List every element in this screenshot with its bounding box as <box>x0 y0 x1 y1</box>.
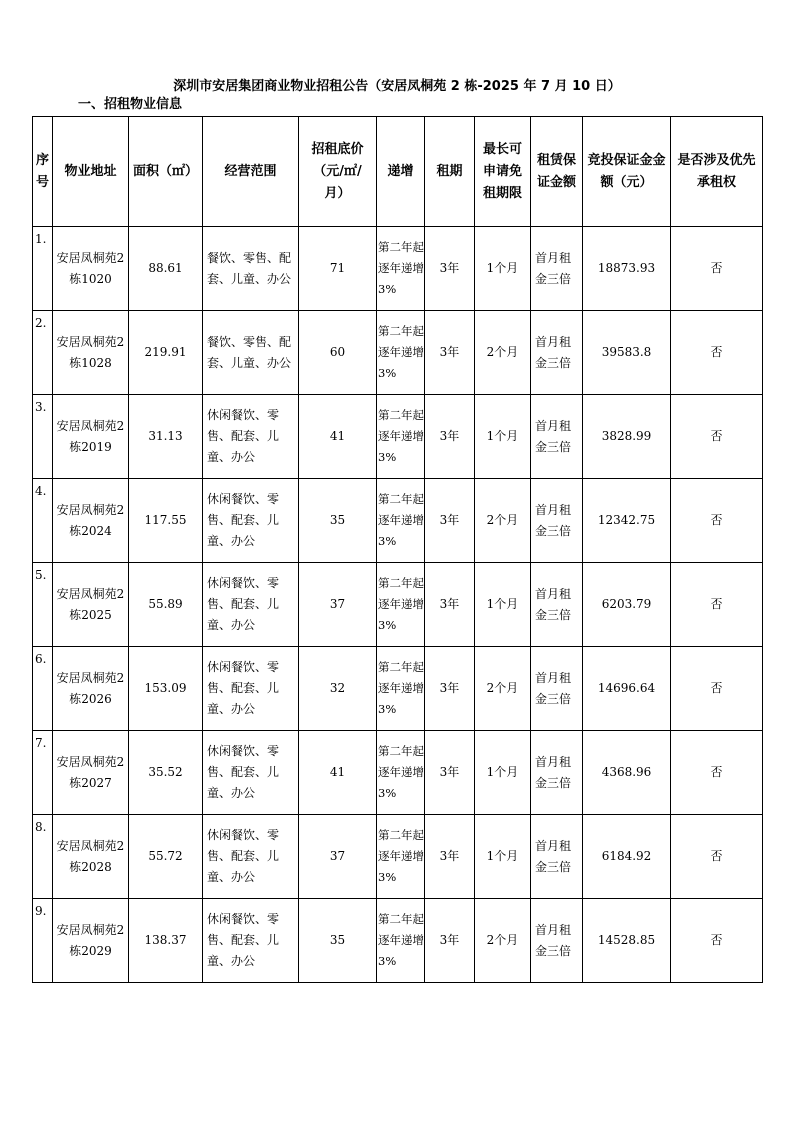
cell-deposit: 首月租金三倍 <box>531 731 583 815</box>
cell-no: 2. <box>33 311 53 395</box>
cell-bid-deposit: 39583.8 <box>583 311 671 395</box>
table-header-row <box>33 117 763 227</box>
table-row <box>33 731 763 815</box>
cell-deposit: 首月租金三倍 <box>531 227 583 311</box>
cell-scope: 餐饮、零售、配套、儿童、办公 <box>203 227 299 311</box>
cell-increase: 第二年起逐年递增3% <box>377 563 425 647</box>
cell-price: 41 <box>299 731 377 815</box>
table-row <box>33 311 763 395</box>
header-priority: 是否涉及优先承租权 <box>671 117 763 227</box>
cell-bid-deposit: 6203.79 <box>583 563 671 647</box>
cell-no: 5. <box>33 563 53 647</box>
table-row <box>33 395 763 479</box>
cell-no: 4. <box>33 479 53 563</box>
cell-no: 9. <box>33 899 53 983</box>
cell-bid-deposit: 3828.99 <box>583 395 671 479</box>
cell-scope: 休闲餐饮、零售、配套、儿童、办公 <box>203 731 299 815</box>
cell-address: 安居凤桐苑2栋2029 <box>53 899 129 983</box>
cell-priority: 否 <box>671 815 763 899</box>
header-scope: 经营范围 <box>203 117 299 227</box>
header-deposit: 租赁保证金额 <box>531 117 583 227</box>
header-free-rent: 最长可申请免租期限 <box>475 117 531 227</box>
cell-free-rent: 2个月 <box>475 899 531 983</box>
cell-price: 37 <box>299 815 377 899</box>
cell-area: 88.61 <box>129 227 203 311</box>
header-address: 物业地址 <box>53 117 129 227</box>
cell-increase: 第二年起逐年递增3% <box>377 311 425 395</box>
cell-scope: 休闲餐饮、零售、配套、儿童、办公 <box>203 647 299 731</box>
cell-scope: 休闲餐饮、零售、配套、儿童、办公 <box>203 395 299 479</box>
cell-deposit: 首月租金三倍 <box>531 899 583 983</box>
cell-term: 3年 <box>425 899 475 983</box>
cell-term: 3年 <box>425 647 475 731</box>
cell-increase: 第二年起逐年递增3% <box>377 479 425 563</box>
cell-free-rent: 1个月 <box>475 815 531 899</box>
cell-scope: 休闲餐饮、零售、配套、儿童、办公 <box>203 815 299 899</box>
cell-deposit: 首月租金三倍 <box>531 815 583 899</box>
cell-area: 219.91 <box>129 311 203 395</box>
cell-no: 6. <box>33 647 53 731</box>
cell-increase: 第二年起逐年递增3% <box>377 647 425 731</box>
cell-term: 3年 <box>425 563 475 647</box>
cell-price: 41 <box>299 395 377 479</box>
cell-scope: 休闲餐饮、零售、配套、儿童、办公 <box>203 899 299 983</box>
header-area: 面积（㎡） <box>129 117 203 227</box>
cell-free-rent: 2个月 <box>475 311 531 395</box>
header-increase: 递增 <box>377 117 425 227</box>
cell-deposit: 首月租金三倍 <box>531 563 583 647</box>
cell-priority: 否 <box>671 731 763 815</box>
cell-price: 71 <box>299 227 377 311</box>
cell-increase: 第二年起逐年递增3% <box>377 899 425 983</box>
cell-deposit: 首月租金三倍 <box>531 647 583 731</box>
cell-priority: 否 <box>671 899 763 983</box>
table-row <box>33 899 763 983</box>
cell-area: 117.55 <box>129 479 203 563</box>
cell-term: 3年 <box>425 395 475 479</box>
cell-bid-deposit: 12342.75 <box>583 479 671 563</box>
cell-no: 7. <box>33 731 53 815</box>
table-row <box>33 815 763 899</box>
cell-area: 31.13 <box>129 395 203 479</box>
table-row <box>33 479 763 563</box>
table-row <box>33 647 763 731</box>
cell-scope: 休闲餐饮、零售、配套、儿童、办公 <box>203 563 299 647</box>
cell-priority: 否 <box>671 647 763 731</box>
cell-term: 3年 <box>425 731 475 815</box>
cell-priority: 否 <box>671 227 763 311</box>
cell-price: 37 <box>299 563 377 647</box>
cell-no: 1. <box>33 227 53 311</box>
cell-free-rent: 2个月 <box>475 647 531 731</box>
cell-term: 3年 <box>425 227 475 311</box>
cell-term: 3年 <box>425 815 475 899</box>
cell-term: 3年 <box>425 479 475 563</box>
cell-priority: 否 <box>671 563 763 647</box>
table-row <box>33 227 763 311</box>
section-heading: 一、招租物业信息 <box>78 97 183 112</box>
cell-increase: 第二年起逐年递增3% <box>377 227 425 311</box>
header-no: 序号 <box>33 117 53 227</box>
cell-free-rent: 1个月 <box>475 395 531 479</box>
cell-deposit: 首月租金三倍 <box>531 311 583 395</box>
cell-address: 安居凤桐苑2栋1028 <box>53 311 129 395</box>
cell-area: 153.09 <box>129 647 203 731</box>
cell-area: 35.52 <box>129 731 203 815</box>
cell-deposit: 首月租金三倍 <box>531 395 583 479</box>
cell-address: 安居凤桐苑2栋2024 <box>53 479 129 563</box>
cell-priority: 否 <box>671 395 763 479</box>
cell-bid-deposit: 6184.92 <box>583 815 671 899</box>
cell-priority: 否 <box>671 311 763 395</box>
cell-increase: 第二年起逐年递增3% <box>377 815 425 899</box>
cell-free-rent: 1个月 <box>475 227 531 311</box>
cell-area: 55.89 <box>129 563 203 647</box>
cell-free-rent: 1个月 <box>475 563 531 647</box>
rental-property-table <box>32 116 763 983</box>
header-term: 租期 <box>425 117 475 227</box>
cell-scope: 休闲餐饮、零售、配套、儿童、办公 <box>203 479 299 563</box>
cell-address: 安居凤桐苑2栋2026 <box>53 647 129 731</box>
cell-increase: 第二年起逐年递增3% <box>377 731 425 815</box>
cell-bid-deposit: 14696.64 <box>583 647 671 731</box>
cell-bid-deposit: 14528.85 <box>583 899 671 983</box>
cell-address: 安居凤桐苑2栋2025 <box>53 563 129 647</box>
cell-no: 8. <box>33 815 53 899</box>
cell-no: 3. <box>33 395 53 479</box>
table-body <box>33 227 763 983</box>
cell-area: 55.72 <box>129 815 203 899</box>
table-row <box>33 563 763 647</box>
cell-bid-deposit: 18873.93 <box>583 227 671 311</box>
cell-address: 安居凤桐苑2栋2027 <box>53 731 129 815</box>
cell-free-rent: 1个月 <box>475 731 531 815</box>
cell-area: 138.37 <box>129 899 203 983</box>
cell-term: 3年 <box>425 311 475 395</box>
header-price: 招租底价（元/㎡/月） <box>299 117 377 227</box>
cell-priority: 否 <box>671 479 763 563</box>
cell-price: 32 <box>299 647 377 731</box>
cell-price: 35 <box>299 479 377 563</box>
cell-deposit: 首月租金三倍 <box>531 479 583 563</box>
cell-address: 安居凤桐苑2栋1020 <box>53 227 129 311</box>
cell-price: 60 <box>299 311 377 395</box>
cell-increase: 第二年起逐年递增3% <box>377 395 425 479</box>
header-bid-deposit: 竞投保证金金额（元） <box>583 117 671 227</box>
document-title: 深圳市安居集团商业物业招租公告（安居凤桐苑 2 栋-2025 年 7 月 10 日） <box>173 79 621 94</box>
cell-scope: 餐饮、零售、配套、儿童、办公 <box>203 311 299 395</box>
cell-price: 35 <box>299 899 377 983</box>
cell-free-rent: 2个月 <box>475 479 531 563</box>
cell-address: 安居凤桐苑2栋2019 <box>53 395 129 479</box>
cell-address: 安居凤桐苑2栋2028 <box>53 815 129 899</box>
cell-bid-deposit: 4368.96 <box>583 731 671 815</box>
